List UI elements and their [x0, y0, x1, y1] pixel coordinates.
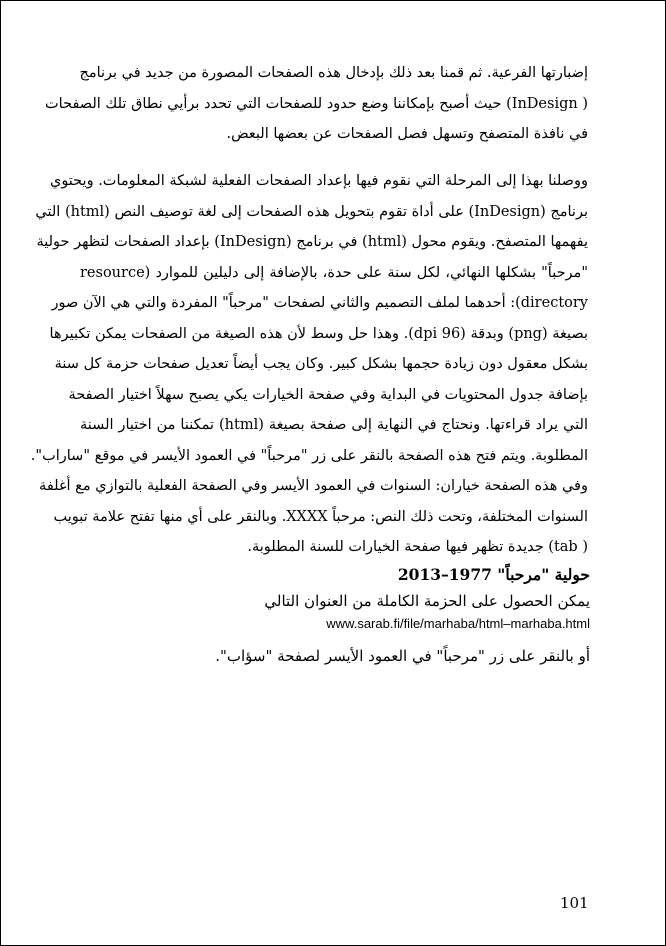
text-line: بشكل معقول دون زيادة حجمها بشكل كبير. وكان يجب أيضاً تعديل صفحات حزمة كل سنة	[54, 356, 588, 372]
text-line: إضبارتها الفرعية. ثم قمنا بعد ذلك بإدخال هذه الصفحات المصورة من جديد في برنامج	[79, 65, 588, 81]
text-line: بإضافة جدول المحتويات في البداية وفي صفحة الخيارات يكي يصبح سهلاً اختيار الصفحة	[68, 386, 588, 403]
text-line: بصيغة (png) وبدقة (96 dpi). وهذا حل وسط لأن هذه الصيغة من الصفحات يمكن تكبيرها	[49, 325, 588, 342]
text-line: وفي هذه الصفحة خياران: السنوات في العمود الأيسر وفي الصفحة الفعلية بالتوازي مع أغلفة	[39, 478, 588, 494]
text-line: التي يراد قراءتها. ونحتاج في النهاية إلى صفحة بصيغة (html) تمكننا من اختيار السنة	[80, 417, 589, 433]
page-number: 101	[560, 894, 589, 912]
paragraph-1	[45, 58, 588, 150]
body-line-alternative: أو بالنقر على زر "مرحباً" في العمود الأيسر لصفحة "سؤاب".	[215, 647, 590, 665]
text-line: directory): أحدهما لملف التصميم والثاني لصفحات "مرحباً" المفردة والتي هي الآن صور	[51, 295, 588, 311]
body-line-availability: يمكن الحصول على الحزمة الكاملة من العنوان التالي	[264, 592, 590, 610]
download-url: www.sarab.fi/file/marhaba/html–marhaba.html	[326, 616, 590, 631]
text-line: السنوات المختلفة، وتحت ذلك النص: مرحباً XXXX. وبالنقر على أي منها تفتح علامة تبويب	[53, 508, 588, 525]
text-line: في نافذة المتصفح وتسهل فصل الصفحات عن بعضها البعض.	[226, 126, 588, 142]
text-line: ( tab) جديدة تظهر فيها صفحة الخيارات للسنة المطلوبة.	[247, 539, 588, 555]
text-line: "مرحباً" بشكلها النهائي، لكل سنة على حدة، بالإضافة إلى دليلين للموارد (resource	[80, 264, 588, 281]
paragraph-2	[30, 166, 589, 563]
text-line: برنامج (InDesign) على أداة تقوم بتحويل هذه الصفحات إلى لغة توصيف النص (html) التي	[35, 203, 588, 220]
text-line: يفهمها المتصفح. ويقوم محول (html) في برنامج (InDesign) بإعداد الصفحات لتظهر حولية	[36, 234, 588, 250]
text-line: المطلوبة. ويتم فتح هذه الصفحة بالنقر على زر "مرحباً" في العمود الأيسر في موقع "ساراب".	[30, 447, 588, 464]
text-line: ووصلنا بهذا إلى المرحلة التي نقوم فيها بإعداد الصفحات الفعلية لشبكة المعلومات. ويحتوي	[49, 173, 588, 189]
text-line: ( InDesign) حيث أصبح بإمكاننا وضع حدود للصفحات التي تحدد برأيي نطاق تلك الصفحات	[45, 95, 588, 112]
section-heading: حولية "مرحباً" 1977–2013	[397, 565, 590, 584]
